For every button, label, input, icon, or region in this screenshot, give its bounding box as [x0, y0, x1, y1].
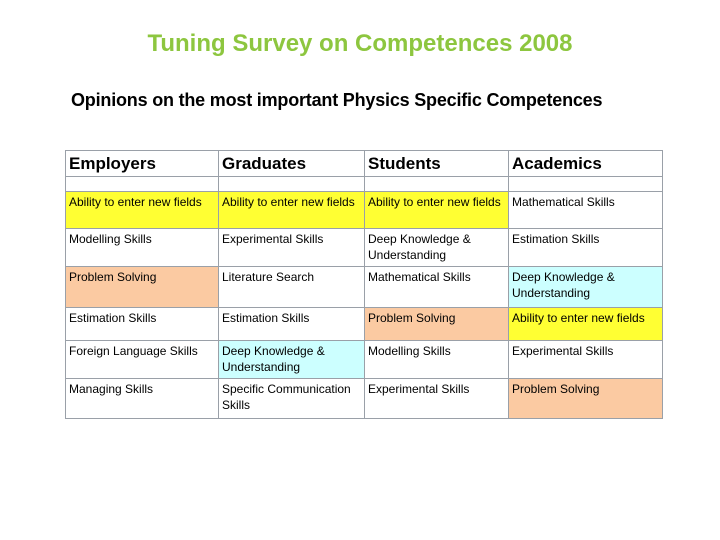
header-academics: Academics	[509, 151, 663, 177]
spacer-row	[66, 177, 663, 192]
cell-academics: Ability to enter new fields	[509, 308, 663, 341]
cell-students: Modelling Skills	[365, 341, 509, 379]
table-row	[66, 308, 663, 341]
cell-graduates: Ability to enter new fields	[219, 192, 365, 229]
cell-academics: Deep Knowledge & Understanding	[509, 267, 663, 308]
table-subtitle: Opinions on the most important Physics Specific Competences	[71, 90, 603, 110]
table-row	[66, 379, 663, 419]
spacer-cell	[66, 177, 219, 192]
cell-employers: Ability to enter new fields	[66, 192, 219, 229]
cell-graduates: Experimental Skills	[219, 229, 365, 267]
table-row	[66, 229, 663, 267]
cell-academics: Experimental Skills	[509, 341, 663, 379]
cell-graduates: Estimation Skills	[219, 308, 365, 341]
cell-graduates: Literature Search	[219, 267, 365, 308]
cell-students: Experimental Skills	[365, 379, 509, 419]
header-students: Students	[365, 151, 509, 177]
cell-academics: Estimation Skills	[509, 229, 663, 267]
cell-students: Problem Solving	[365, 308, 509, 341]
cell-employers: Modelling Skills	[66, 229, 219, 267]
cell-employers: Foreign Language Skills	[66, 341, 219, 379]
header-row	[66, 151, 663, 177]
cell-employers: Managing Skills	[66, 379, 219, 419]
slide-title: Tuning Survey on Competences 2008	[147, 30, 573, 57]
cell-graduates: Deep Knowledge & Understanding	[219, 341, 365, 379]
header-employers: Employers	[66, 151, 219, 177]
table-row	[66, 267, 663, 308]
cell-students: Ability to enter new fields	[365, 192, 509, 229]
table-row	[66, 192, 663, 229]
header-graduates: Graduates	[219, 151, 365, 177]
spacer-cell	[219, 177, 365, 192]
cell-students: Deep Knowledge & Understanding	[365, 229, 509, 267]
cell-employers: Problem Solving	[66, 267, 219, 308]
cell-academics: Problem Solving	[509, 379, 663, 419]
spacer-cell	[365, 177, 509, 192]
cell-students: Mathematical Skills	[365, 267, 509, 308]
table-row	[66, 341, 663, 379]
spacer-cell	[509, 177, 663, 192]
cell-graduates: Specific Communication Skills	[219, 379, 365, 419]
cell-employers: Estimation Skills	[66, 308, 219, 341]
cell-academics: Mathematical Skills	[509, 192, 663, 229]
competences-table	[65, 150, 663, 419]
